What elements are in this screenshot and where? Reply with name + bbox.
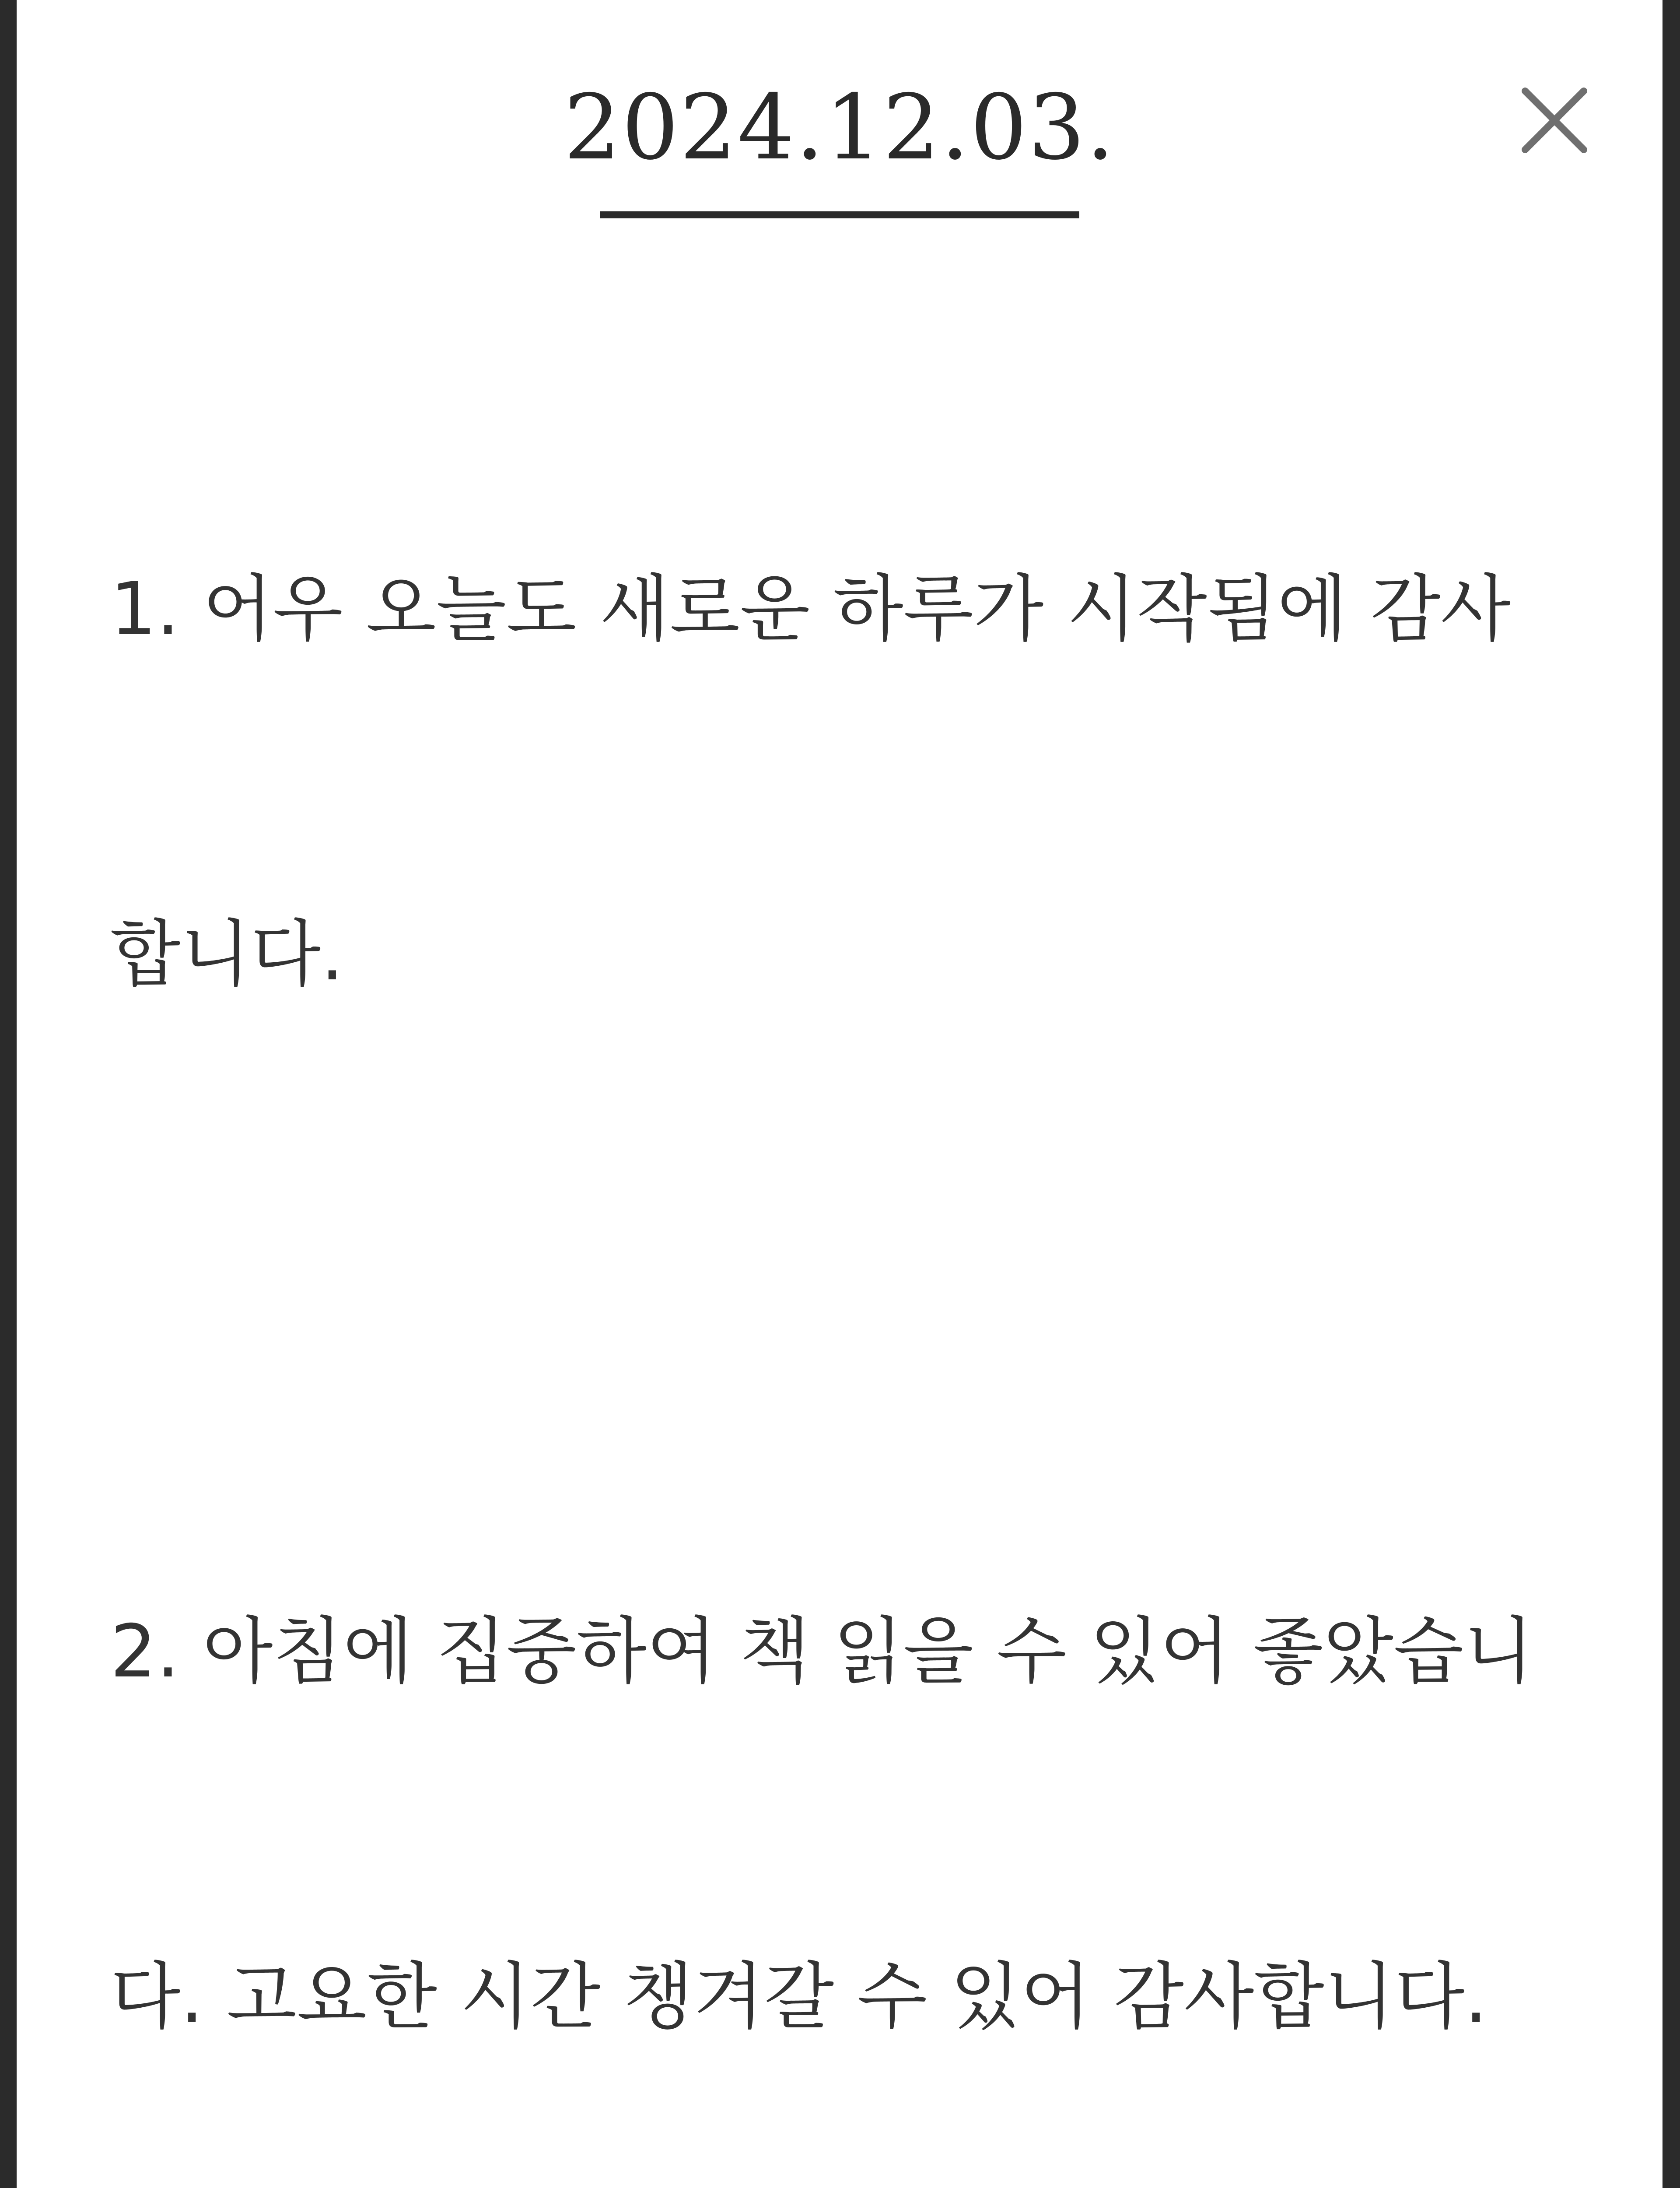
entry-line: 2. 아침에 집중하여 책 읽을 수 있어 좋았습니 — [110, 1609, 1534, 1694]
entry-line: 1. 어우 오늘도 새로운 하루가 시작됨에 감사 — [110, 567, 1511, 652]
close-icon — [1513, 79, 1596, 162]
journal-entry — [110, 322, 1606, 1242]
journal-entries — [110, 322, 1606, 2188]
gratitude-journal-page — [17, 0, 1662, 2188]
page-title: 2024.12.03. — [564, 76, 1116, 180]
title-underline — [600, 211, 1079, 218]
header — [17, 0, 1662, 236]
entry-line: 합니다. — [110, 912, 344, 997]
close-button[interactable] — [1513, 79, 1596, 162]
entry-line: 다. 고요한 시간 챙겨갈 수 있어 감사합니다. — [110, 1955, 1488, 2039]
journal-entry — [110, 1364, 1606, 2188]
